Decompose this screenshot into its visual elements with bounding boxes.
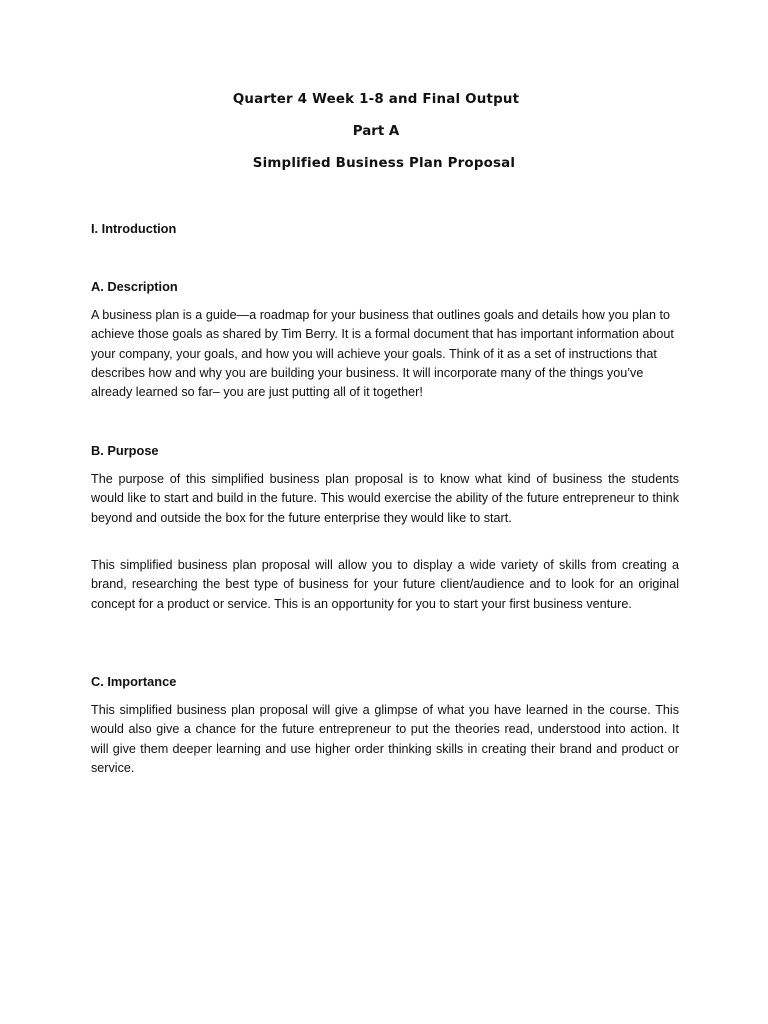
- document-part-label: Part A: [352, 124, 400, 139]
- document-subtitle: Simplified Business Plan Proposal: [252, 156, 516, 171]
- purpose-paragraph-2: This simplified business plan proposal will allow you to display a wide variety of skills from creating a brand, researching the best type of business for your future client/audience and to look for an original concept for a product or service. This is an opportunity for you to start your first business venture.: [91, 558, 679, 611]
- importance-paragraph: This simplified business plan proposal will give a glimpse of what you have learned in the course. This would also give a chance for the future entrepreneur to put the theories read, understood into action. It will give them deeper learning and use higher order thinking skills in creating their brand and product or service.: [91, 703, 679, 775]
- subsection-heading-description: A. Description: [91, 279, 178, 294]
- document-title: Quarter 4 Week 1-8 and Final Output: [232, 92, 520, 107]
- purpose-paragraph-1: The purpose of this simplified business plan proposal is to know what kind of business the students would like to start and build in the future. This would exercise the ability of the future entrepreneur to think beyond and outside the box for the future enterprise they would like to start.: [91, 472, 679, 525]
- description-paragraph: A business plan is a guide—a roadmap for your business that outlines goals and details how you plan to achieve those goals as shared by Tim Berry. It is a formal document that has important information about your company, your goals, and how you will achieve your goals. Think of it as a set of instructions that describes how and why you are building your business. It will incorporate many of the things you’ve already learned so far– you are just putting all of it together!: [91, 308, 674, 400]
- section-heading-introduction: I. Introduction: [91, 221, 177, 236]
- subsection-heading-purpose: B. Purpose: [91, 443, 159, 458]
- subsection-heading-importance: C. Importance: [91, 674, 177, 689]
